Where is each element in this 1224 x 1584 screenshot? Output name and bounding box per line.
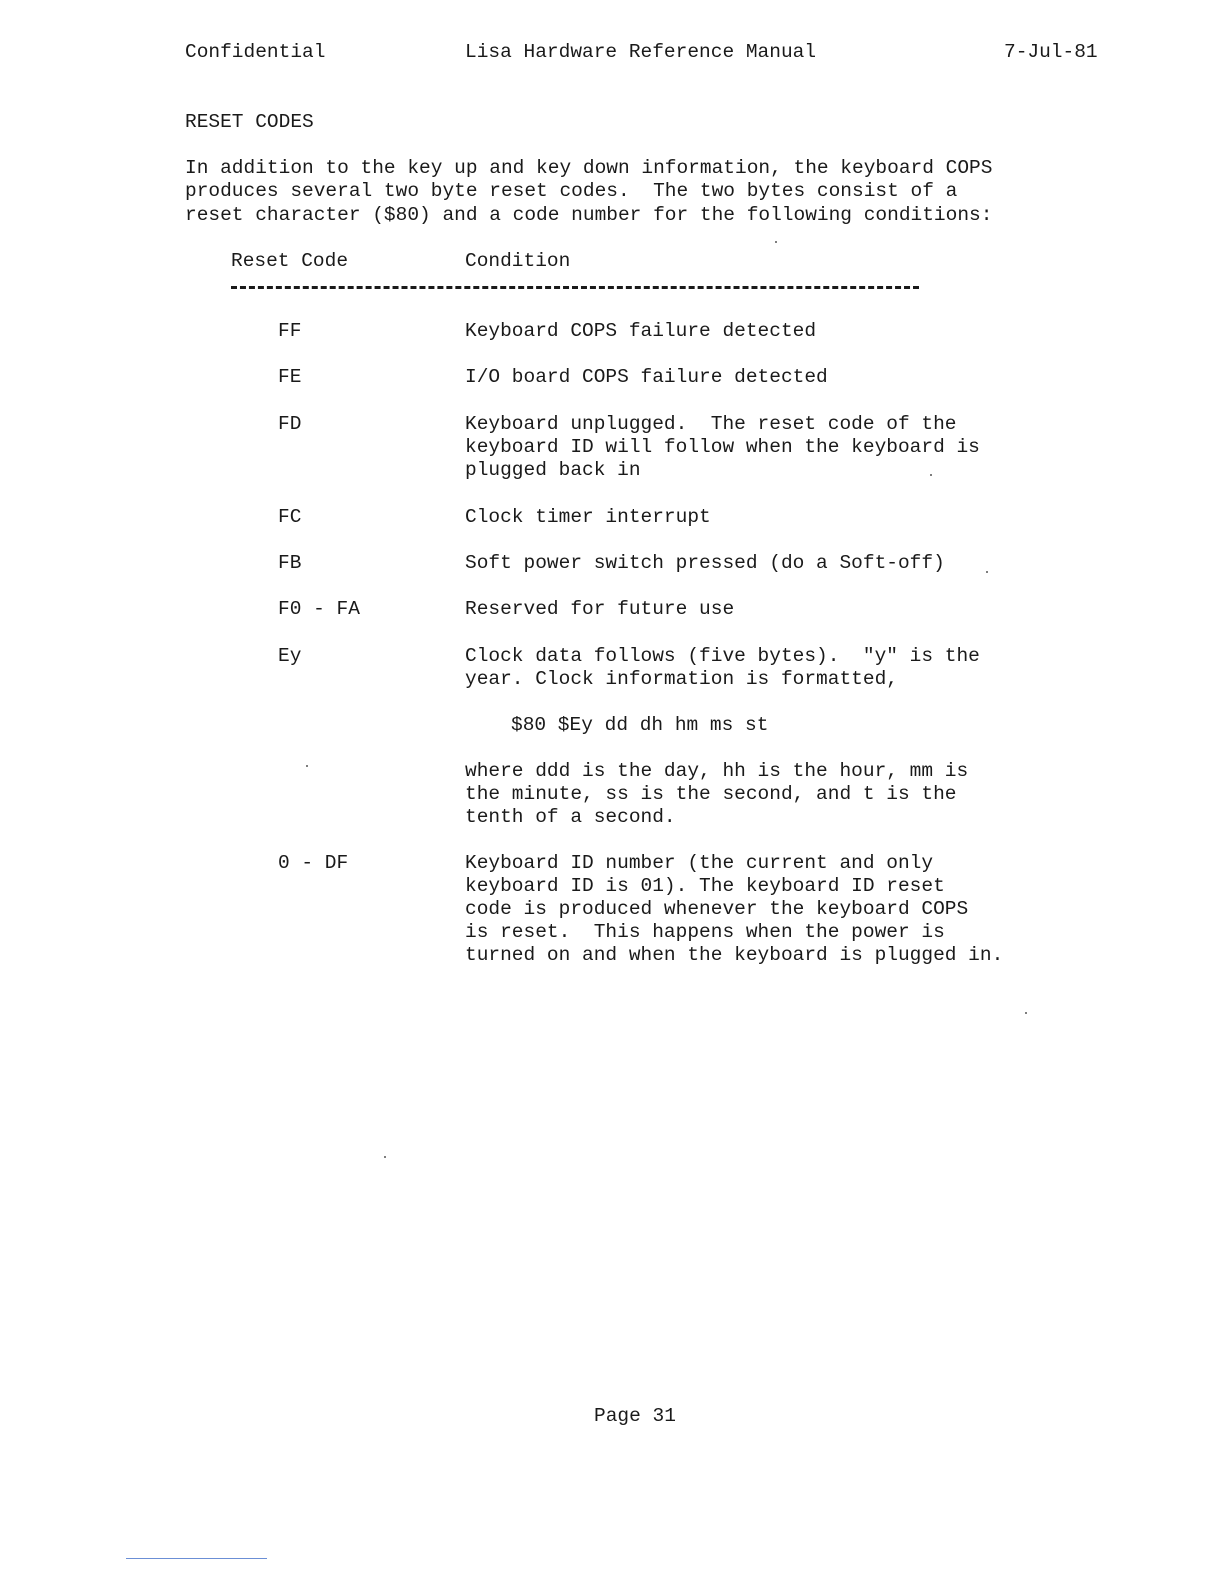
reset-code-cell: FB xyxy=(278,552,302,574)
intro-line: In addition to the key up and key down information, the keyboard COPS xyxy=(185,157,993,179)
reset-code-cell: 0 - DF xyxy=(278,852,349,874)
reset-code-cell: FD xyxy=(278,413,302,435)
condition-line: year. Clock information is formatted, xyxy=(465,668,898,690)
condition-line: plugged back in xyxy=(465,459,641,481)
reset-code-cell: FE xyxy=(278,366,302,388)
column-header-condition: Condition xyxy=(465,250,571,272)
reset-code-cell: FF xyxy=(278,320,302,342)
section-title: RESET CODES xyxy=(185,111,314,133)
scan-speck xyxy=(1025,1012,1027,1014)
header-manual-title: Lisa Hardware Reference Manual xyxy=(465,41,817,63)
scan-speck xyxy=(986,571,988,573)
reset-code-cell: Ey xyxy=(278,645,302,667)
intro-line: produces several two byte reset codes. The two bytes consist of a xyxy=(185,180,958,202)
clock-format-example: $80 $Ey dd dh hm ms st xyxy=(511,714,769,736)
condition-line: Clock data follows (five bytes). "y" is the xyxy=(465,645,980,667)
page-number: Page 31 xyxy=(594,1405,676,1427)
condition-line: I/O board COPS failure detected xyxy=(465,366,828,388)
reset-code-cell: F0 - FA xyxy=(278,598,360,620)
header-divider-rule xyxy=(231,286,919,289)
condition-line: Keyboard unplugged. The reset code of the xyxy=(465,413,957,435)
column-header-reset-code: Reset Code xyxy=(231,250,349,272)
condition-line: turned on and when the keyboard is plugged in. xyxy=(465,944,1004,966)
condition-line: Reserved for future use xyxy=(465,598,735,620)
scan-speck xyxy=(775,241,777,243)
clock-note-line: tenth of a second. xyxy=(465,806,676,828)
header-date: 7-Jul-81 xyxy=(1004,41,1098,63)
reset-code-cell: FC xyxy=(278,506,302,528)
scan-speck xyxy=(930,474,932,476)
condition-line: keyboard ID is 01). The keyboard ID reset xyxy=(465,875,945,897)
condition-line: code is produced whenever the keyboard COPS xyxy=(465,898,969,920)
clock-note-line: the minute, ss is the second, and t is the xyxy=(465,783,957,805)
clock-note-line: where ddd is the day, hh is the hour, mm is xyxy=(465,760,969,782)
condition-line: Soft power switch pressed (do a Soft-off) xyxy=(465,552,945,574)
condition-line: Keyboard COPS failure detected xyxy=(465,320,817,342)
condition-line: is reset. This happens when the power is xyxy=(465,921,945,943)
header-document-status: Confidential xyxy=(185,41,326,63)
scan-speck xyxy=(306,765,308,767)
scan-edge-line xyxy=(126,1558,267,1559)
scan-speck xyxy=(384,1156,386,1158)
condition-line: Keyboard ID number (the current and only xyxy=(465,852,934,874)
condition-line: keyboard ID will follow when the keyboard is xyxy=(465,436,980,458)
intro-line: reset character ($80) and a code number for the following conditions: xyxy=(185,204,993,226)
condition-line: Clock timer interrupt xyxy=(465,506,711,528)
